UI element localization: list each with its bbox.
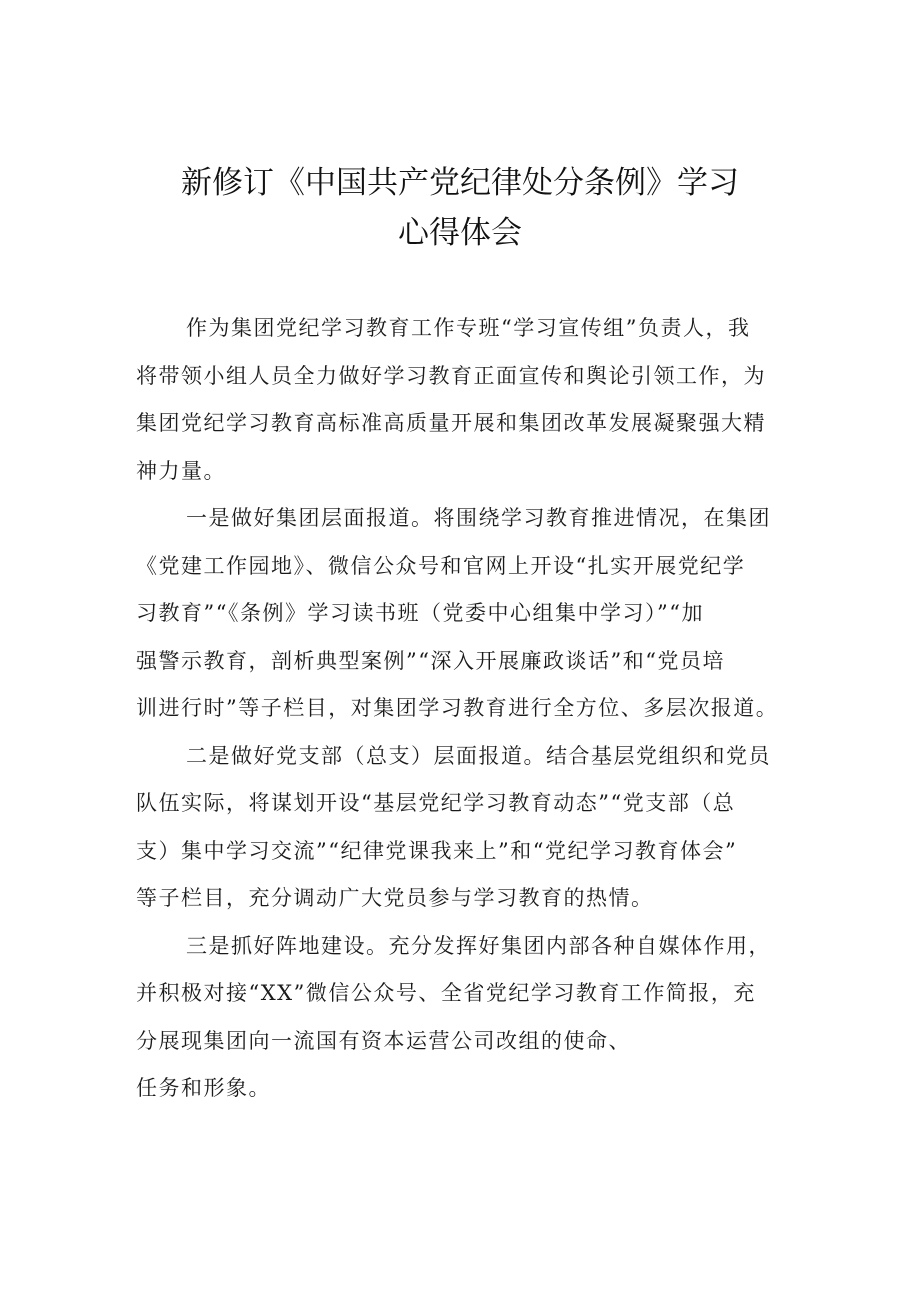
paragraph-line: 等子栏目，充分调动广大党员参与学习教育的热情。 bbox=[136, 886, 654, 910]
paragraph-line: 习教育”“《条例》学习读书班（党委中心组集中学习）”“加 bbox=[136, 601, 704, 625]
paragraph-line: 任务和形象。 bbox=[136, 1076, 271, 1100]
paragraph-line: 二是做好党支部（总支）层面报道。结合基层党组织和党员 bbox=[186, 743, 771, 768]
paragraph-line: 并积极对接“XX”微信公众号、全省党纪学习教育工作简报，充 bbox=[136, 981, 756, 1005]
document-title bbox=[120, 158, 800, 258]
paragraph-line: 分展现集团向一流国有资本运营公司改组的使命、 bbox=[136, 1028, 631, 1053]
paragraph-intro bbox=[136, 305, 796, 495]
paragraph-line: 将带领小组人员全力做好学习教育正面宣传和舆论引领工作，为 bbox=[136, 363, 766, 388]
paragraph-line: 神力量。 bbox=[136, 458, 226, 483]
paragraph-line: 一是做好集团层面报道。将围绕学习教育推进情况，在集团 bbox=[186, 506, 771, 530]
paragraph-group-report bbox=[136, 495, 796, 733]
paragraph-line: 集团党纪学习教育高标准高质量开展和集团改革发展凝聚强大精 bbox=[136, 411, 766, 435]
paragraph-branch-report bbox=[136, 733, 796, 923]
document-body bbox=[136, 305, 796, 1113]
title-line: 心得体会 bbox=[398, 215, 522, 251]
paragraph-line: 支）集中学习交流”“纪律党课我来上”和“党纪学习教育体会” bbox=[136, 838, 738, 863]
paragraph-line: 强警示教育，剖析典型案例”“深入开展廉政谈话”和“党员培 bbox=[136, 648, 725, 673]
paragraph-platform-building bbox=[136, 923, 796, 1113]
title-line: 新修订《中国共产党纪律处分条例》学习 bbox=[181, 165, 739, 201]
paragraph-line: 《党建工作园地》、微信公众号和官网上开设“扎实开展党纪学 bbox=[136, 553, 746, 578]
paragraph-line: 三是抓好阵地建设。充分发挥好集团内部各种自媒体作用， bbox=[186, 933, 771, 958]
paragraph-line: 队伍实际，将谋划开设“基层党纪学习教育动态”“党支部（总 bbox=[136, 791, 736, 815]
paragraph-line: 训进行时”等子栏目，对集团学习教育进行全方位、多层次报道。 bbox=[136, 696, 779, 720]
paragraph-line: 作为集团党纪学习教育工作专班“学习宣传组”负责人，我 bbox=[186, 316, 751, 340]
